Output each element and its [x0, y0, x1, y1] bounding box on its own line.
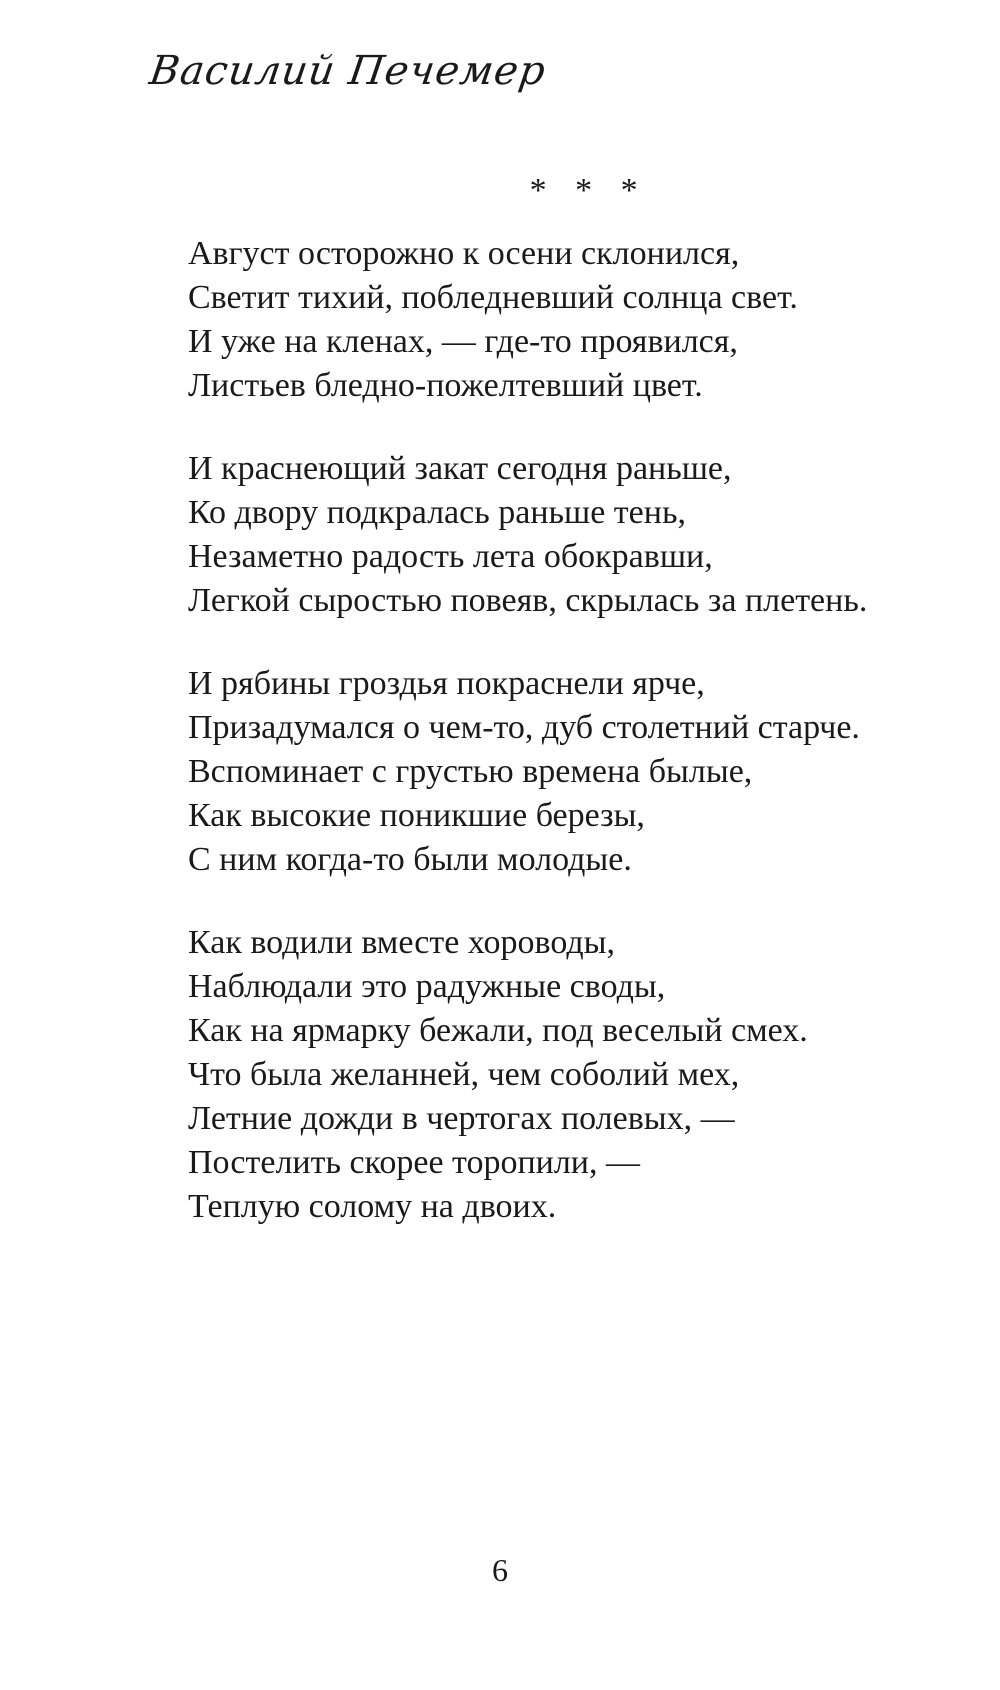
poem-line: Светит тихий, побледневший солнца свет. [188, 279, 798, 316]
poem-line: И краснеющий закат сегодня раньше, [188, 450, 732, 487]
poem-line: С ним когда-то были молодые. [188, 841, 632, 878]
poem-line: Призадумался о чем-то, дуб столетний старче. [188, 709, 860, 746]
poem-line: Легкой сыростью повеяв, скрылась за плетень. [188, 582, 868, 619]
poem-line: Как высокие поникшие березы, [188, 797, 645, 834]
poem-line: И рябины гроздья покраснели ярче, [188, 665, 705, 702]
stanza-2 [188, 447, 968, 623]
poem-line: Как водили вместе хороводы, [188, 924, 615, 961]
poem-line: Как на ярмарку бежали, под веселый смех. [188, 1012, 808, 1049]
stanza-4 [188, 921, 968, 1229]
poem-line: Летние дожди в чертогах полевых, — [188, 1100, 735, 1137]
poem-line: Листьев бледно-пожелтевший цвет. [188, 367, 703, 404]
poem-line: Что была желанней, чем соболий мех, [188, 1056, 740, 1093]
poem-line: Постелить скорее торопили, — [188, 1144, 640, 1181]
stanza-3 [188, 662, 968, 882]
poem-line: Теплую солому на двоих. [188, 1188, 557, 1225]
author-signature: Василий Печемер [146, 48, 549, 94]
poem [188, 232, 968, 1268]
poem-line: Ко двору подкралась раньше тень, [188, 494, 686, 531]
stanza-1 [188, 232, 968, 408]
poem-line: Август осторожно к осени склонился, [188, 235, 740, 272]
section-separator: * * * [528, 172, 646, 209]
poem-line: Незаметно радость лета обокравши, [188, 538, 713, 575]
poem-line: Наблюдали это радужные своды, [188, 968, 666, 1005]
poem-line: И уже на кленах, — где-то проявился, [188, 323, 738, 360]
poem-line: Вспоминает с грустью времена былые, [188, 753, 753, 790]
page-number: 6 [492, 1552, 508, 1588]
